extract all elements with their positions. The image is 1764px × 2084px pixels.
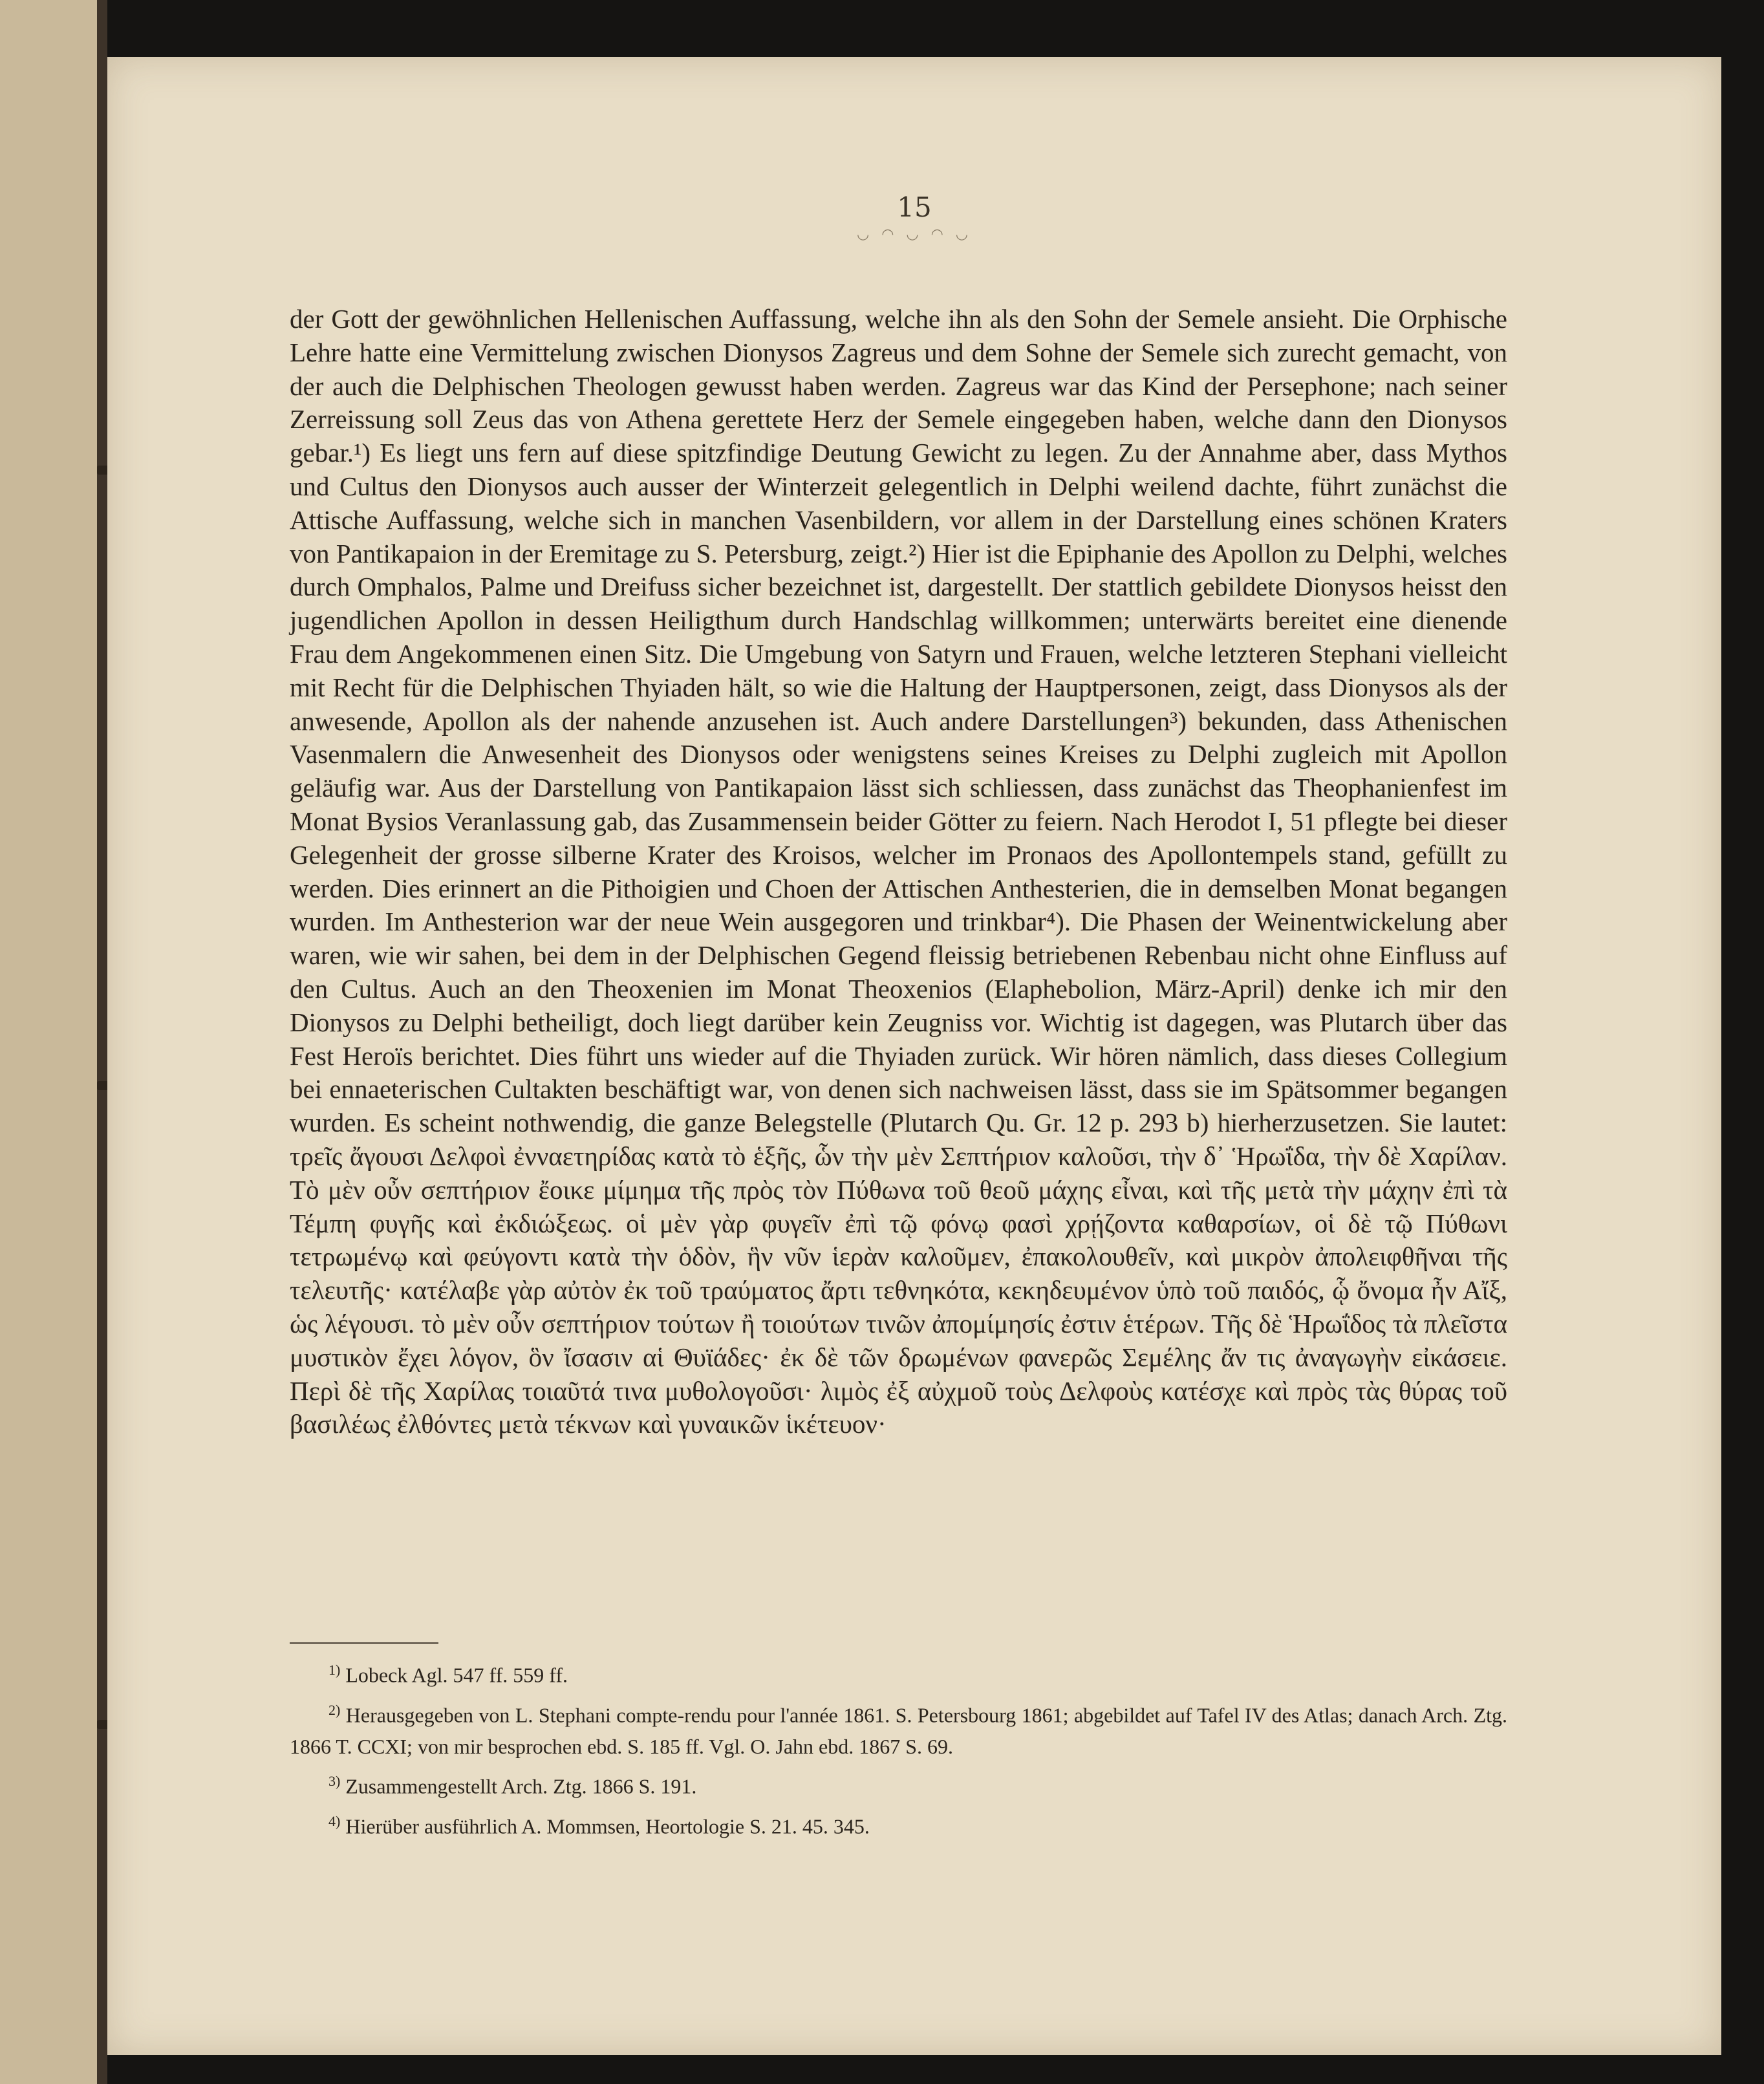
scan-binding-fold <box>97 0 107 2084</box>
footnotes-list <box>290 1654 1507 1845</box>
footnote <box>290 1654 1507 1692</box>
footnote-divider <box>290 1642 438 1644</box>
footnote <box>290 1694 1507 1763</box>
page-number-ornament: ◡ ◠ ◡ ◠ ◡ <box>857 226 972 242</box>
footnote-marker: 3) <box>328 1773 341 1790</box>
page-number: 15 <box>897 191 932 223</box>
footnote <box>290 1805 1507 1843</box>
footnote-text: Hierüber ausführlich A. Mommsen, Heortologie S. 21. 45. 345. <box>345 1814 870 1838</box>
scan-left-page-edge <box>0 0 97 2084</box>
footnote-marker: 1) <box>328 1662 341 1678</box>
footnote-marker: 2) <box>328 1701 341 1718</box>
footnote-text: Herausgegeben von L. Stephani compte-rendu pour l'année 1861. S. Petersbourg 1861; abgebildet auf Tafel IV des Atlas; danach Arch. Ztg. 1866 T. CCXI; von mir besprochen ebd. S. 185 ff. Vgl. O. Jahn ebd. 1867 S. 69. <box>290 1703 1508 1759</box>
footnote-text: Lobeck Agl. 547 ff. 559 ff. <box>345 1663 568 1687</box>
body-paragraph: der Gott der gewöhnlichen Hellenischen Auffassung, welche ihn als den Sohn der Semele ansieht. Die Orphische Lehre hatte eine Vermittelung zwischen Dionysos Zagreus und dem Sohne der Semele sich zurecht gemacht, von der auch die Delphischen Theologen gewusst haben werden. Zagreus war das Kind der Persephone; nach seiner Zerreissung soll Zeus das von Athena gerettete Herz der Semele eingegeben haben, welche dann den Dionysos gebar.¹) Es liegt uns fern auf diese spitzfindige Deutung Gewicht zu legen. Zu der Annahme aber, dass Mythos und Cultus den Dionysos auch ausser der Winterzeit gelegentlich in Delphi weilend dachte, führt zunächst die Attische Auffassung, welche sich in manchen Vasenbildern, vor allem in der Darstellung eines schönen Kraters von Pantikapaion in der Eremitage zu S. Petersburg, zeigt.²) Hier ist die Epiphanie des Apollon zu Delphi, welches durch Omphalos, Palme und Dreifuss sicher bezeichnet ist, dargestellt. Der stattlich gebildete Dionysos heisst den jugendlichen Apollon in dessen Heiligthum durch Handschlag willkommen; unterwärts bereitet eine dienende Frau dem Angekommenen einen Sitz. Die Umgebung von Satyrn und Frauen, welche letzteren Stephani vielleicht mit Recht für die Delphischen Thyiaden hält, so wie die Haltung der Hauptpersonen, zeigt, dass Dionysos als der anwesende, Apollon als der nahende anzusehen ist. Auch andere Darstellungen³) bekunden, dass Athenischen Vasenmalern die Anwesenheit des Dionysos oder wenigstens seines Kreises zu Delphi zugleich mit Apollon geläufig war. Aus der Darstellung von Pantikapaion lässt sich schliessen, dass zunächst das Theophanienfest im Monat Bysios Veranlassung gab, das Zusammensein beider Götter zu feiern. Nach Herodot I, 51 pflegte bei dieser Gelegenheit der grosse silberne Krater des Kroisos, welcher im Pronaos des Apollontempels stand, gefüllt zu werden. Dies erinnert an die Pithoigien und Choen der Attischen Anthesterien, die in demselben Monat begangen wurden. Im Anthesterion war der neue Wein ausgegoren und trinkbar⁴). Die Phasen der Weinentwickelung aber waren, wie wir sahen, bei dem in der Delphischen Gegend fleissig betriebenen Rebenbau nicht ohne Einfluss auf den Cultus. Auch an den Theoxenien im Monat Theoxenios (Elaphebolion, März-April) denke ich mir den Dionysos zu Delphi betheiligt, doch liegt darüber kein Zeugniss vor. Wichtig ist dagegen, was Plutarch über das Fest Heroïs berichtet. Dies führt uns wieder auf die Thyiaden zurück. Wir hören nämlich, dass dieses Collegium bei ennaeterischen Cultakten beschäftigt war, von denen sich nachweisen lässt, dass sie im Spätsommer begangen wurden. Es scheint nothwendig, die ganze Belegstelle (Plutarch Qu. Gr. 12 p. 293 b) hierherzusetzen. Sie lautet: τρεῖς ἄγουσι Δελφοὶ ἐνναετηρίδας κατὰ τὸ ἑξῆς, ὧν τὴν μὲν Σεπτήριον καλοῦσι, τὴν δ᾿ Ἡρωΐδα, τὴν δὲ Χαρίλαν. Τὸ μὲν οὖν σεπτήριον ἔοικε μίμημα τῆς πρὸς τὸν Πύθωνα τοῦ θεοῦ μάχης εἶναι, καὶ τῆς μετὰ τὴν μάχην ἐπὶ τὰ Τέμπη φυγῆς καὶ ἐκδιώξεως. οἱ μὲν γὰρ φυγεῖν ἐπὶ τῷ φόνῳ φασὶ χρῄζοντα καθαρσίων, οἱ δὲ τῷ Πύθωνι τετρωμένῳ καὶ φεύγοντι κατὰ τὴν ὁδὸν, ἣν νῦν ἱερὰν καλοῦμεν, ἐπακολουθεῖν, καὶ μικρὸν ἀπολειφθῆναι τῆς τελευτῆς· κατέλαβε γὰρ αὐτὸν ἐκ τοῦ τραύματος ἄρτι τεθνηκότα, κεκηδευμένον ὑπὸ τοῦ παιδός, ᾧ ὄνομα ἦν Αἴξ, ὡς λέγουσι. τὸ μὲν οὖν σεπτήριον τούτων ἢ τοιούτων τινῶν ἀπομίμησίς ἐστιν ἑτέρων. Τῆς δὲ Ἡρωΐδος τὰ πλεῖστα μυστικὸν ἔχει λόγον, ὃν ἴσασιν αἱ Θυϊάδες· ἐκ δὲ τῶν δρωμένων φανερῶς Σεμέλης ἄν τις ἀναγωγὴν εἰκάσειε. Περὶ δὲ τῆς Χαρίλας τοιαῦτά τινα μυθολογοῦσι· λιμὸς ἐξ αὐχμοῦ τοὺς Δελφοὺς κατέσχε καὶ πρὸς τὰς θύρας τοῦ βασιλέως ἐλθόντες μετὰ τέκνων καὶ γυναικῶν ἱκέτευον· <box>290 304 1507 1439</box>
footnote <box>290 1765 1507 1803</box>
footnote-text: Zusammengestellt Arch. Ztg. 1866 S. 191. <box>345 1774 697 1798</box>
footnote-marker: 4) <box>328 1812 341 1829</box>
book-page <box>107 57 1721 2055</box>
